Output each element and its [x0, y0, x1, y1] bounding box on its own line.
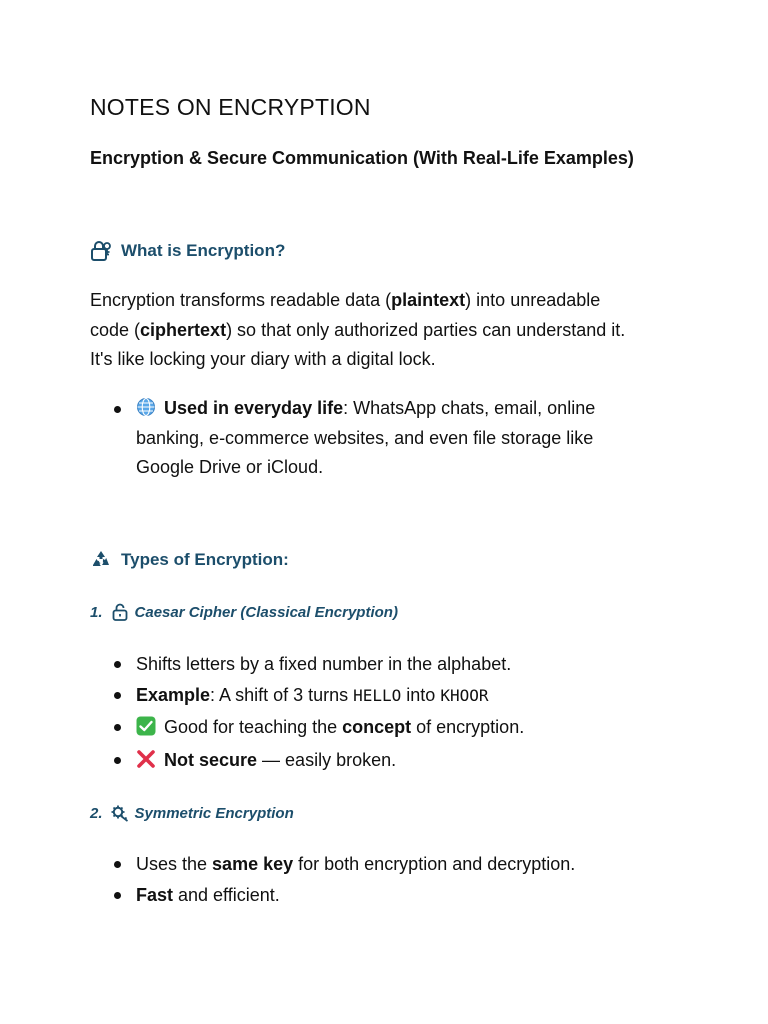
- subheading-caesar-cipher: [90, 603, 398, 621]
- item-text: banking, e-commerce websites, and even file storage like: [136, 427, 594, 448]
- padlock-icon: [111, 603, 129, 621]
- list-item-not-secure: [136, 746, 396, 776]
- term-plaintext: plaintext: [391, 290, 466, 310]
- item-text: Uses the: [136, 854, 213, 874]
- bullet-dot: [114, 861, 121, 868]
- heading-what-is-encryption: [90, 240, 285, 262]
- section-heading-text: What is Encryption?: [121, 241, 286, 260]
- term-ciphertext: ciphertext: [140, 319, 227, 340]
- item-text: : A shift of 3 turns: [210, 685, 354, 705]
- check-mark-icon: [136, 716, 156, 736]
- cross-mark-icon: [136, 749, 156, 769]
- list-item-fast: [136, 881, 280, 911]
- list-item-same-key: [136, 850, 575, 880]
- bold-text: Example: [136, 685, 211, 705]
- document-subtitle: Encryption & Secure Communication (With Real-Life Examples): [90, 148, 634, 168]
- list-item-example: [136, 681, 489, 711]
- code-text: KHOOR: [440, 686, 489, 705]
- subheading-text: Symmetric Encryption: [134, 804, 294, 822]
- lock-key-icon: [90, 240, 112, 262]
- list-item-everyday-life: [136, 394, 595, 483]
- gear-key-icon: [111, 804, 129, 822]
- bullet-dot: [114, 724, 121, 731]
- recycle-icon: [90, 549, 112, 571]
- para-text: Encryption transforms readable data (: [90, 290, 392, 310]
- subheading-symmetric-encryption: [90, 804, 294, 822]
- code-text: HELLO: [353, 686, 402, 705]
- subheading-number: 2.: [90, 804, 103, 822]
- definition-paragraph: [90, 286, 680, 375]
- item-text: Good for teaching the: [164, 717, 343, 737]
- item-text: for both encryption and decryption.: [293, 854, 576, 874]
- heading-types-of-encryption: [90, 549, 289, 571]
- item-text: : WhatsApp chats, email, online: [343, 398, 596, 418]
- list-item-teaching-concept: [136, 713, 524, 743]
- para-text: ) into unreadable: [465, 290, 601, 310]
- item-text: — easily broken.: [257, 750, 397, 770]
- bold-text: same key: [212, 854, 294, 874]
- bullet-dot: [114, 892, 121, 899]
- para-text: It's like locking your diary with a digital lock.: [90, 349, 436, 369]
- bullet-dot: [114, 661, 121, 668]
- item-text: of encryption.: [411, 717, 525, 737]
- bold-text: Not secure: [164, 750, 258, 770]
- item-text: and efficient.: [173, 885, 280, 905]
- bullet-dot: [114, 406, 121, 413]
- section-heading-text: Types of Encryption:: [121, 550, 289, 569]
- bullet-dot: [114, 757, 121, 764]
- list-item-shifts-letters: Shifts letters by a fixed number in the alphabet.: [136, 654, 512, 674]
- bold-text: Fast: [136, 885, 174, 905]
- subheading-number: 1.: [90, 603, 103, 621]
- document-title: NOTES ON ENCRYPTION: [90, 94, 371, 120]
- item-text: Google Drive or iCloud.: [136, 457, 324, 477]
- bullet-dot: [114, 692, 121, 699]
- para-text: code (: [90, 319, 141, 340]
- para-text: ) so that only authorized parties can understand it.: [226, 319, 626, 340]
- globe-icon: [136, 397, 156, 417]
- bold-text: concept: [342, 717, 412, 737]
- item-text: into: [401, 685, 441, 705]
- subheading-text: Caesar Cipher (Classical Encryption): [134, 603, 398, 621]
- bold-text: Used in everyday life: [164, 398, 344, 418]
